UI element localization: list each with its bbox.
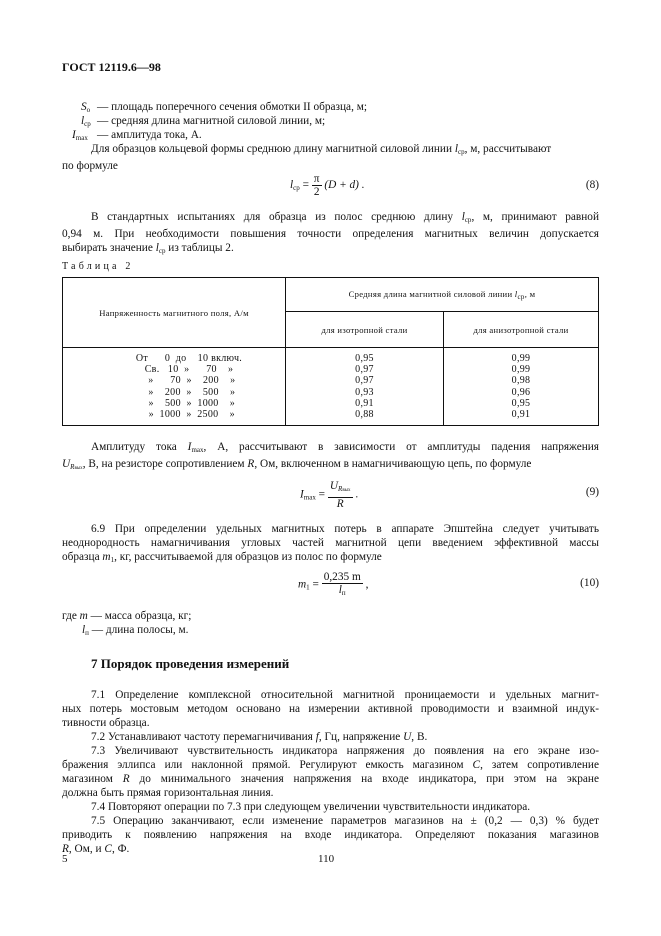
paragraph-epstein: 6.9 При определении удельных магнитных потерь в аппарате Эпштейна следует учитывать неоднородность намагничивания угловых частей магнитной цепи введением эффективной массы образца $m_1$, кг, рассчитываемой для образцов из полос по формуле	[62, 523, 599, 564]
table-cell: 0,88	[355, 409, 374, 421]
definition-item	[76, 100, 596, 114]
table-cell: » 200 » 500 »	[142, 386, 236, 398]
definition-text: — амплитуда тока, А.	[97, 129, 202, 141]
table-cell: 0,97	[355, 364, 374, 376]
table-cell: 0,99	[511, 364, 531, 376]
table-cell: 0,91	[355, 397, 374, 409]
equation-number: (8)	[585, 179, 599, 191]
equation-number: (10)	[580, 577, 599, 589]
definition-list	[72, 100, 596, 142]
formula-10: $m_1$ = $\frac{0,235 m}{l_п}$ ,	[298, 571, 369, 597]
column-header-group: Средняя длина магнитной силовой линии $l_{ср}$, м	[286, 278, 599, 312]
definition-text: — средняя длина магнитной силовой линии, м;	[97, 115, 326, 127]
paragraph-line: магазином R до минимального значения напряжения на входе индикатора, при этом на экране	[62, 773, 599, 785]
section-7-body	[62, 688, 599, 856]
definition-symbol: $l_{ср}$	[81, 115, 91, 128]
paragraph-line: ных потерь мостовым методом основано на измерении активной проводимости и взаимной индук-	[62, 703, 599, 715]
formula-8: $l_{ср}$ = $\frac{\pi}{2}$ (D + d) .	[290, 173, 365, 198]
page-number-center: 110	[318, 853, 335, 865]
page-number-left: 5	[62, 853, 68, 865]
table-cell: 0,95	[511, 397, 531, 409]
table-cell: 0,95	[355, 353, 374, 364]
paragraph-current-amplitude: Амплитуду тока $I_{max}$, А, рассчитывают в зависимости от амплитуды падения напряжения $U_{Rвых}$, В, на резисторе сопротивлением R, Ом, включенном в намагничивающую цепь, по формуле	[62, 441, 599, 471]
paragraph-line: 7.5 Операцию заканчивают, если изменение параметров магазинов на ± (0,2 — 0,3) % будет	[91, 815, 599, 827]
table-cell: » 500 » 1000 »	[142, 397, 236, 409]
paragraph-line: 7.2 Устанавливают частоту перемагничивания f, Гц, напряжение U, В.	[91, 731, 428, 743]
isotropic-values	[286, 348, 444, 426]
table-cell: От 0 до 10 включ.	[135, 353, 243, 364]
paragraph-line: должна быть прямая горизонтальная линия.	[62, 787, 274, 799]
where-block: где m — масса образца, кг; $l_п$ — длина полосы, м.	[62, 610, 192, 637]
column-header-isotropic: для изотропной стали	[286, 312, 444, 348]
table-cell: 0,98	[511, 375, 531, 387]
paragraph-line: 7.3 Увеличивают чувствительность индикатора напряжения до появления на его экране изо-	[91, 745, 599, 757]
table-2	[62, 277, 599, 426]
definition-item	[76, 114, 596, 128]
definition-symbol: $S_о$	[81, 101, 91, 114]
table-cell: 0,99	[511, 353, 531, 364]
equation-number: (9)	[585, 486, 599, 498]
paragraph-line: бражения эллипса или наклонной прямой. Регулируют емкость магазином C, затем сопротивление	[62, 759, 599, 771]
document-header: ГОСТ 12119.6—98	[62, 60, 161, 74]
table-cell: 0,93	[355, 386, 374, 398]
table-cell: 0,91	[511, 409, 531, 421]
table-caption: Таблица 2	[62, 261, 134, 272]
table-cell: 0,96	[511, 386, 531, 398]
column-header-field: Напряженность магнитного поля, А/м	[63, 278, 286, 348]
field-ranges	[63, 348, 286, 426]
paragraph-line: приводить к появлению напряжения на входе индикатора. Определяют показания магазинов	[62, 829, 599, 841]
column-header-anisotropic: для анизотропной стали	[444, 312, 599, 348]
paragraph-ring-samples: Для образцов кольцевой формы среднюю длину магнитной силовой линии $l_{ср}$, м, рассчитывают по формуле	[62, 143, 552, 172]
paragraph-standard-tests: В стандартных испытаниях для образца из полос среднюю длину $l_{ср}$, м, принимают равной 0,94 м. При необходимости повышения точности определения магнитных величин допускается выбирать значение $l_{ср}$ из таблицы 2.	[62, 211, 600, 255]
definition-symbol: $I_{max}$	[72, 129, 88, 142]
paragraph-line: 7.4 Повторяют операции по 7.3 при следующем увеличении чувствительности индикатора.	[91, 801, 531, 813]
definition-text: — площадь поперечного сечения обмотки II образца, м;	[97, 101, 368, 113]
table-cell: » 70 » 200 »	[142, 375, 236, 387]
paragraph-line: R, Ом, и C, Ф.	[62, 843, 130, 855]
table-cell: Св. 10 » 70 »	[144, 364, 234, 376]
paragraph-line: тивности образца.	[62, 717, 150, 729]
definition-item	[72, 128, 596, 142]
paragraph-line: 7.1 Определение комплексной относительной магнитной проницаемости и удельных магнит-	[91, 689, 599, 701]
table-cell: 0,97	[355, 375, 374, 387]
section-title: 7 Порядок проведения измерений	[91, 656, 290, 671]
anisotropic-values	[444, 348, 599, 426]
formula-9: $I_{max}$ = $\frac{U_{Rвых}}{R}$ .	[300, 480, 359, 510]
table-cell: » 1000 » 2500 »	[143, 409, 235, 421]
